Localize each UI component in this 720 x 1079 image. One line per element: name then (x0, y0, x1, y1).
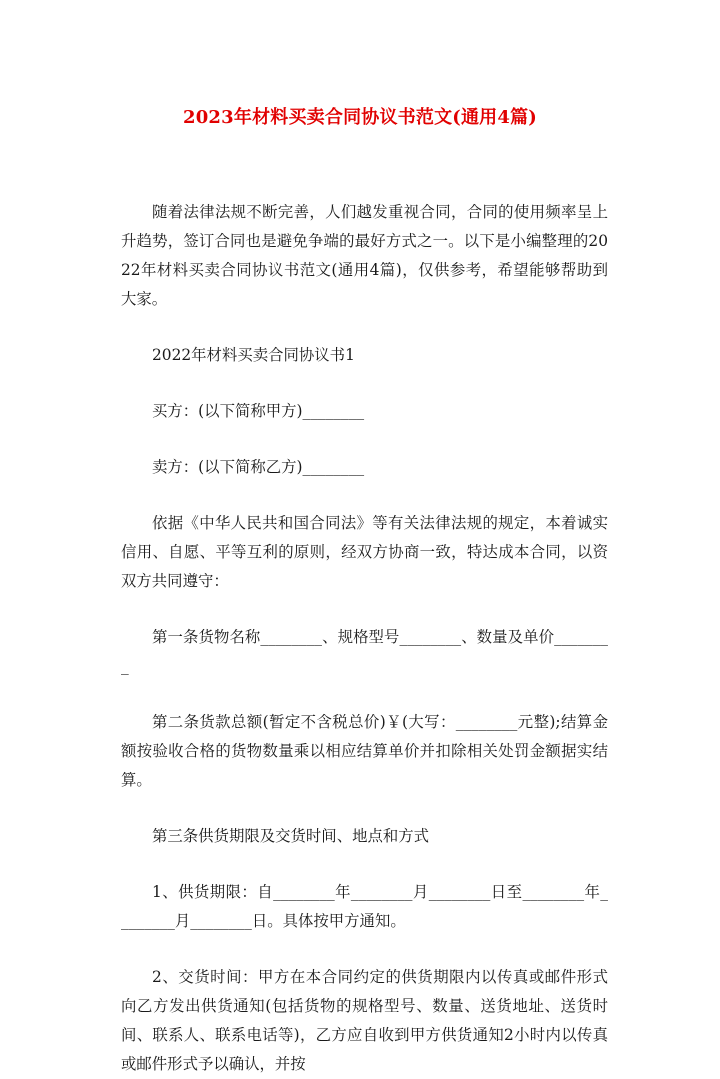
document-title: 2023年材料买卖合同协议书范文(通用4篇) (182, 107, 538, 128)
seller-line: 卖方：(以下简称乙方)________ (152, 458, 365, 476)
buyer-line: 买方：(以下简称甲方)________ (152, 402, 365, 420)
preamble-paragraph: 依据《中华人民共和国合同法》等有关法律法规的规定，本着诚实信用、自愿、平等互利的原则，经双方协商一致，特达成本合同，以资双方共同遵守： (121, 514, 608, 590)
clause-2: 第二条货款总额(暂定不含税总价)￥(大写：________元整);结算金额按验收合格的货物数量乘以相应结算单价并扣除相关处罚金额据实结算。 (121, 713, 608, 789)
clause-1: 第一条货物名称________、规格型号________、数量及单价________ (121, 628, 608, 675)
document-body (121, 198, 608, 1079)
clause-3: 第三条供货期限及交货时间、地点和方式 (152, 827, 430, 845)
clause-3-item-2: 2、交货时间：甲方在本合同约定的供货期限内以传真或邮件形式向乙方发出供货通知(包括货物的规格型号、数量、送货地址、送货时间、联系人、联系电话等)，乙方应自收到甲方供货通知2小时内以传真或邮件形式予以确认，并按 (121, 968, 608, 1073)
clause-3-item-1: 1、供货期限：自________年________月________日至________年________月________日。具体按甲方通知。 (121, 883, 608, 930)
intro-paragraph: 随着法律法规不断完善，人们越发重视合同，合同的使用频率呈上升趋势，签订合同也是避免争端的最好方式之一。以下是小编整理的2022年材料买卖合同协议书范文(通用4篇)，仅供参考，希望能够帮助到大家。 (121, 203, 608, 308)
section-heading: 2022年材料买卖合同协议书1 (152, 346, 355, 364)
